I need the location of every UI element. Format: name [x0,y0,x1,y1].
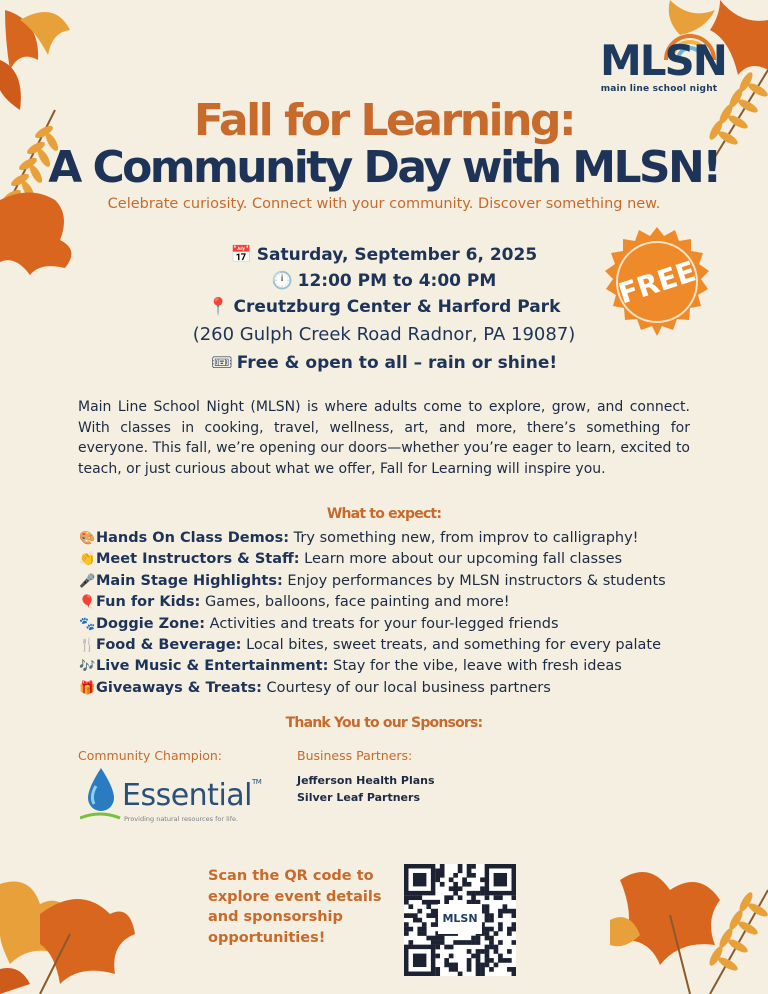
ticket-icon: 🎟 [210,353,233,373]
expect-heading: What to expect: [326,506,442,522]
logo-subtitle: main line school night [600,84,718,94]
partners-label: Business Partners: [297,748,413,763]
list-item: 🍴Food & Beverage: Local bites, sweet treats, and something for every palate [79,635,719,656]
free-badge [596,226,718,348]
list-item: 🎤Main Stage Highlights: Enjoy performances by MLSN instructors & students [79,571,719,592]
location-pin-icon: 📍 [207,297,229,317]
event-admission [0,353,768,373]
palette-icon: 🎨 [79,531,96,546]
event-admission-text: Free & open to all – rain or shine! [236,353,558,373]
business-partners-list [297,772,435,806]
autumn-leaves-bottom-left-icon [0,874,140,994]
essential-logo [78,766,268,826]
paw-print-icon: 🐾 [79,616,96,632]
list-item: 🎶Live Music & Entertainment: Stay for the vibe, leave with fresh ideas [79,656,719,677]
partner-name: Silver Leaf Partners [297,791,420,804]
title-line-1: Fall for Learning: [193,95,575,146]
music-notes-icon: 🎶 [79,659,96,675]
champion-label: Community Champion: [78,748,222,763]
tagline: Celebrate curiosity. Connect with your community. Discover something new. [107,196,661,212]
clapping-hands-icon: 👏 [79,552,96,568]
mlsn-logo [600,32,726,94]
event-time-text: 12:00 PM to 4:00 PM [297,271,497,291]
intro-paragraph: Main Line School Night (MLSN) is where adults come to explore, grow, and connect. With classes in cooking, travel, wellness, art, and more, there’s something for everyone. This fall, we’re opening our doors—whether you’re eager to learn, excited to teach, or just curious about what we offer, Fall for Learning will inspire you. [78,399,690,477]
list-item: 🎈Fun for Kids: Games, balloons, face painting and more! [79,592,719,613]
badge-text: FREE [614,254,700,311]
qr-instructions: Scan the QR code to explore event details and sponsorship opportunities! [208,868,382,946]
sponsors-heading: Thank You to our Sponsors: [285,715,483,731]
event-venue-text: Creutzburg Center & Harford Park [233,297,561,317]
water-drop-icon [80,766,122,824]
event-address: (260 Gulph Creek Road Radnor, PA 19087) [192,324,576,345]
essential-trademark: TM [252,778,262,786]
event-date-text: Saturday, September 6, 2025 [256,245,538,265]
list-item: 🎁Giveaways & Treats: Courtesy of our local business partners [79,678,719,699]
microphone-icon: 🎤 [79,573,96,589]
partner-name: Jefferson Health Plans [297,774,435,787]
calendar-icon: 📅 [230,245,252,265]
list-item: 🎨Hands On Class Demos: Try something new, from improv to calligraphy! [79,528,719,549]
balloon-icon: 🎈 [79,595,96,611]
qr-center-logo: MLSN [438,904,482,934]
title-line-2: A Community Day with MLSN! [48,142,720,193]
essential-name: Essential [122,778,253,813]
logo-wordmark: MLSN [600,36,726,85]
gift-icon: 🎁 [79,680,96,696]
essential-slogan: Providing natural resources for life. [124,815,239,823]
list-item: 👏Meet Instructors & Staff: Learn more about our upcoming fall classes [79,549,719,570]
expect-list [79,528,719,699]
qr-code[interactable] [404,864,516,976]
list-item: 🐾Doggie Zone: Activities and treats for your four-legged friends [79,614,719,635]
clock-icon: 🕛 [271,271,293,291]
autumn-leaves-bottom-right-icon [610,860,768,994]
fork-knife-icon: 🍴 [79,638,96,654]
